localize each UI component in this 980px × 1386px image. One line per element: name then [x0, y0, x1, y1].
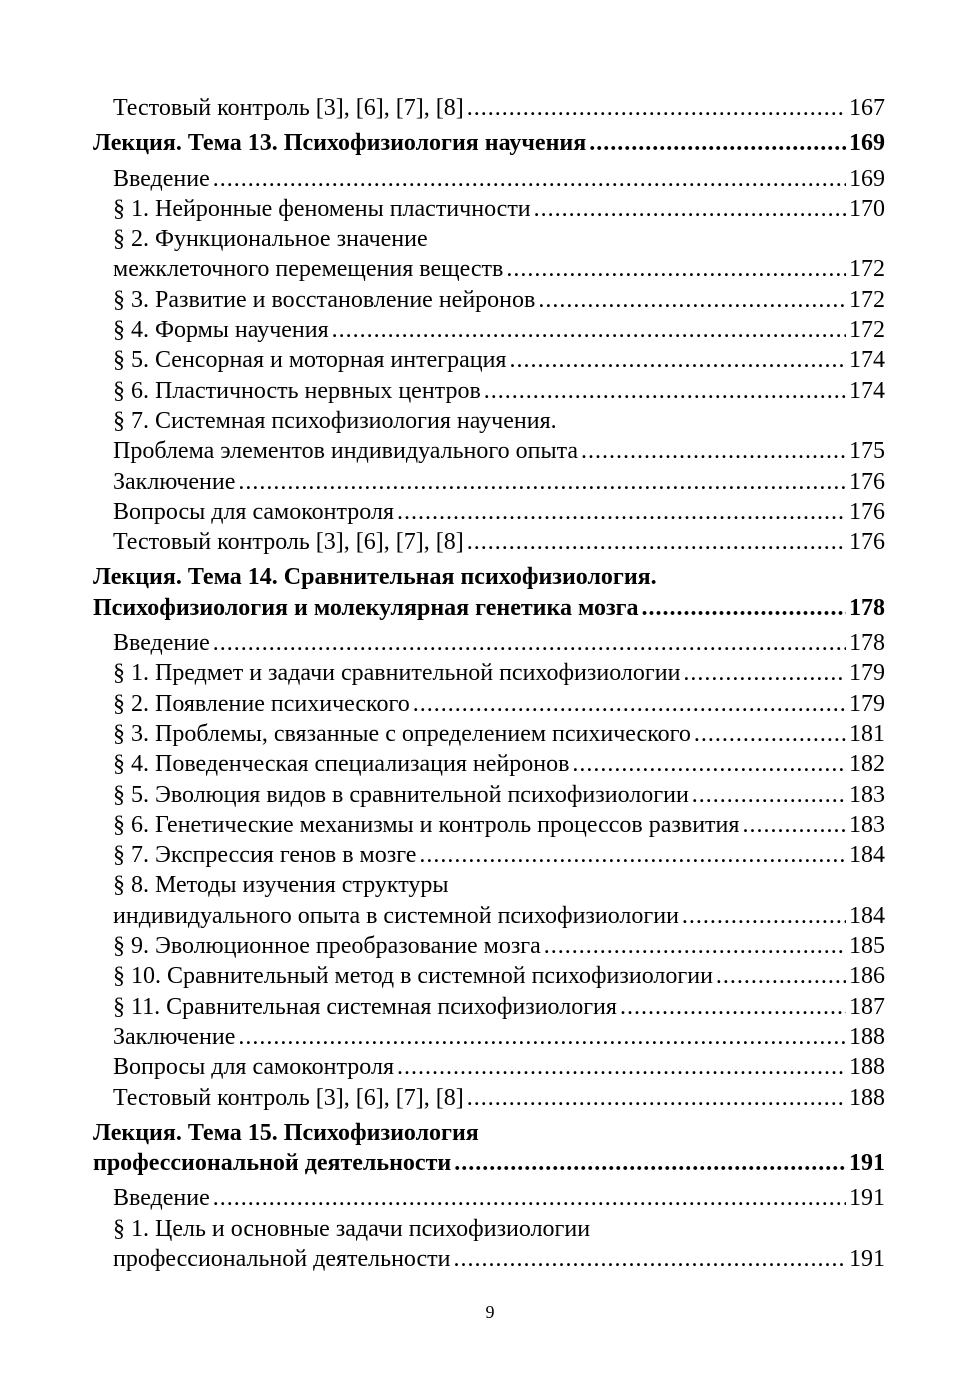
toc-entry — [93, 285, 885, 315]
toc-title: Лекция. Тема 15. Психофизиология — [93, 1119, 479, 1146]
dot-leader — [213, 628, 846, 658]
toc-page-number: 183 — [849, 811, 885, 838]
toc-page-number: 174 — [849, 377, 885, 404]
toc-page-number: 179 — [849, 660, 885, 687]
dot-leader — [454, 1148, 846, 1178]
toc-entry — [93, 628, 885, 658]
toc-title: § 2. Появление психического — [113, 690, 410, 717]
toc-title: § 5. Сенсорная и моторная интеграция — [113, 347, 507, 374]
toc-title: Лекция. Тема 13. Психофизиология научения — [93, 130, 587, 157]
toc-entry — [93, 376, 885, 406]
toc-page-number: 167 — [849, 95, 885, 121]
dot-leader — [467, 527, 846, 557]
toc-title: Заключение — [113, 1023, 236, 1050]
toc-title: § 1. Цель и основные задачи психофизиологии — [113, 1215, 591, 1242]
toc-title: § 7. Системная психофизиология научения. — [113, 407, 557, 434]
toc-title: § 6. Генетические механизмы и контроль процессов развития — [113, 811, 740, 838]
toc-entry — [93, 810, 885, 840]
toc-page-number: 188 — [849, 1054, 885, 1081]
toc-entry — [93, 840, 885, 870]
toc-title: Введение — [113, 1185, 210, 1212]
toc-title: Вопросы для самоконтроля — [113, 498, 395, 525]
toc-entry — [93, 254, 885, 284]
dot-leader — [544, 931, 846, 961]
toc-entry — [93, 658, 885, 688]
dot-leader — [642, 593, 846, 623]
dot-leader — [538, 285, 846, 315]
toc-title: § 11. Сравнительная системная психофизиология — [113, 993, 617, 1020]
table-of-contents — [93, 93, 885, 1274]
toc-title: Тестовый контроль [3], [6], [7], [8] — [113, 529, 464, 556]
dot-leader — [589, 128, 846, 158]
toc-page-number: 172 — [849, 286, 885, 313]
toc-entry — [93, 1022, 885, 1052]
dot-leader — [620, 992, 846, 1022]
toc-entry-line — [93, 870, 885, 900]
toc-title: профессиональной деятельности — [93, 1150, 452, 1177]
toc-entry — [93, 315, 885, 345]
toc-title: § 3. Развитие и восстановление нейронов — [113, 286, 536, 313]
toc-page-number: 191 — [849, 1150, 885, 1177]
toc-title: индивидуального опыта в системной психофизиологии — [113, 902, 679, 929]
dot-leader — [467, 93, 846, 123]
dot-leader — [413, 689, 846, 719]
dot-leader — [716, 961, 846, 991]
toc-entry — [93, 436, 885, 466]
toc-entry — [93, 1052, 885, 1082]
toc-entry — [93, 749, 885, 779]
toc-title: § 6. Пластичность нервных центров — [113, 377, 481, 404]
dot-leader — [332, 315, 846, 345]
toc-page-number: 191 — [849, 1245, 885, 1272]
toc-title: Заключение — [113, 468, 236, 495]
toc-page-number: 184 — [849, 902, 885, 929]
toc-entry — [93, 1244, 885, 1274]
toc-title: § 8. Методы изучения структуры — [113, 872, 449, 899]
toc-title: профессиональной деятельности — [113, 1245, 451, 1272]
toc-title: Тестовый контроль [3], [6], [7], [8] — [113, 95, 464, 121]
toc-title: § 2. Функциональное значение — [113, 226, 428, 253]
toc-page-number: 176 — [849, 529, 885, 556]
toc-page-number: 188 — [849, 1084, 885, 1111]
toc-page-number: 182 — [849, 751, 885, 778]
toc-entry — [93, 1183, 885, 1213]
dot-leader — [683, 658, 846, 688]
toc-page-number: 186 — [849, 963, 885, 990]
toc-title: § 9. Эволюционное преобразование мозга — [113, 933, 541, 960]
toc-entry — [93, 931, 885, 961]
toc-page-number: 169 — [849, 130, 885, 157]
toc-page-number: 179 — [849, 690, 885, 717]
dot-leader — [682, 901, 846, 931]
dot-leader — [213, 164, 846, 194]
dot-leader — [397, 497, 846, 527]
toc-title: § 1. Нейронные феномены пластичности — [113, 195, 531, 222]
toc-title: Психофизиология и молекулярная генетика мозга — [93, 594, 639, 621]
toc-entry — [93, 689, 885, 719]
toc-entry — [93, 527, 885, 557]
toc-title: § 1. Предмет и задачи сравнительной психофизиологии — [113, 660, 681, 687]
toc-title: § 10. Сравнительный метод в системной психофизиологии — [113, 963, 713, 990]
dot-leader — [419, 840, 846, 870]
dot-leader — [454, 1244, 847, 1274]
dot-leader — [397, 1052, 846, 1082]
toc-lecture-heading-line — [93, 562, 885, 592]
toc-page-number: 178 — [849, 594, 885, 621]
toc-entry-line — [93, 224, 885, 254]
toc-entry — [93, 93, 885, 123]
dot-leader — [467, 1083, 846, 1113]
dot-leader — [534, 194, 846, 224]
toc-entry — [93, 992, 885, 1022]
toc-page-number: 188 — [849, 1023, 885, 1050]
toc-lecture-heading — [93, 1148, 885, 1178]
toc-title: § 3. Проблемы, связанные с определением психического — [113, 720, 691, 747]
toc-lecture-heading — [93, 128, 885, 158]
toc-entry — [93, 780, 885, 810]
toc-page-number: 172 — [849, 256, 885, 283]
dot-leader — [238, 1022, 846, 1052]
toc-page-number: 185 — [849, 933, 885, 960]
toc-entry — [93, 345, 885, 375]
dot-leader — [692, 780, 846, 810]
toc-page-number: 184 — [849, 842, 885, 869]
toc-page-number: 181 — [849, 720, 885, 747]
toc-entry — [93, 467, 885, 497]
toc-entry — [93, 194, 885, 224]
toc-title: § 4. Поведенческая специализация нейронов — [113, 751, 570, 778]
toc-title: межклеточного перемещения веществ — [113, 256, 504, 283]
toc-entry — [93, 1083, 885, 1113]
toc-title: Введение — [113, 630, 210, 657]
toc-title: § 4. Формы научения — [113, 317, 329, 344]
dot-leader — [509, 345, 846, 375]
toc-lecture-heading — [93, 593, 885, 623]
toc-page-number: 169 — [849, 165, 885, 192]
toc-entry — [93, 961, 885, 991]
toc-page-number: 170 — [849, 195, 885, 222]
toc-title: Тестовый контроль [3], [6], [7], [8] — [113, 1084, 464, 1111]
toc-title: § 7. Экспрессия генов в мозге — [113, 842, 417, 869]
dot-leader — [572, 749, 846, 779]
toc-title: § 5. Эволюция видов в сравнительной психофизиологии — [113, 781, 689, 808]
toc-title: Проблема элементов индивидуального опыта — [113, 438, 579, 465]
toc-entry — [93, 719, 885, 749]
dot-leader — [484, 376, 846, 406]
toc-title: Лекция. Тема 14. Сравнительная психофизиология. — [93, 564, 657, 591]
toc-page-number: 175 — [849, 438, 885, 465]
toc-page-number: 183 — [849, 781, 885, 808]
toc-page-number: 172 — [849, 317, 885, 344]
toc-entry — [93, 901, 885, 931]
toc-page-number: 187 — [849, 993, 885, 1020]
toc-title: Вопросы для самоконтроля — [113, 1054, 395, 1081]
toc-page-number: 191 — [849, 1185, 885, 1212]
toc-entry-line — [93, 406, 885, 436]
toc-page-number: 174 — [849, 347, 885, 374]
toc-lecture-heading-line — [93, 1118, 885, 1148]
toc-entry — [93, 164, 885, 194]
dot-leader — [238, 467, 846, 497]
dot-leader — [506, 254, 846, 284]
dot-leader — [742, 810, 846, 840]
dot-leader — [213, 1183, 846, 1213]
dot-leader — [581, 436, 846, 466]
toc-page-number: 178 — [849, 630, 885, 657]
page-number: 9 — [485, 1302, 495, 1322]
dot-leader — [694, 719, 846, 749]
toc-page-number: 176 — [849, 498, 885, 525]
toc-title: Введение — [113, 165, 210, 192]
toc-page-number: 176 — [849, 468, 885, 495]
toc-entry — [93, 497, 885, 527]
toc-entry-line — [93, 1214, 885, 1244]
